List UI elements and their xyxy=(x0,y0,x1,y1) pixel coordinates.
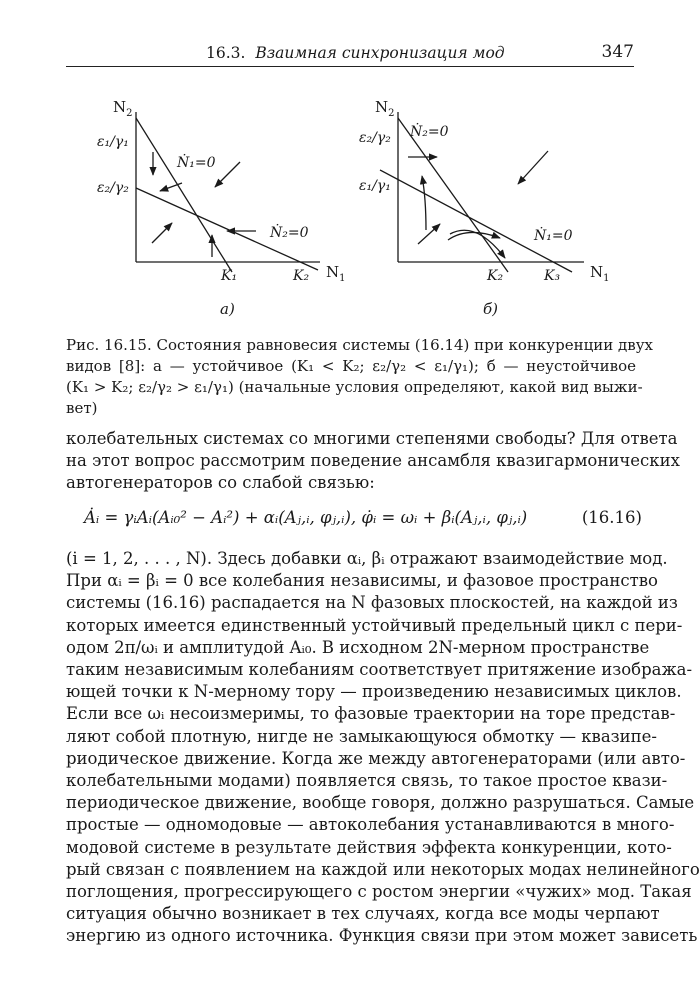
panel-a-intercept-k2: K₂ xyxy=(293,268,310,284)
text-line: энергию из одного источника. Функция связи при этом может зависеть xyxy=(66,926,698,946)
paragraph-main xyxy=(66,548,700,948)
panel-b-arrow xyxy=(518,151,548,184)
text-line: Если все ωᵢ несоизмеримы, то фазовые траектории на торе представ- xyxy=(66,704,676,724)
figure-caption xyxy=(66,335,653,419)
text-line: простые — одномодовые — автоколебания устанавливаются в много- xyxy=(66,815,675,835)
panel-b-nullcline-n1 xyxy=(380,170,572,272)
panel-a-intercept-y1: ε₁/γ₁ xyxy=(97,134,129,150)
text-line: ющей точки к N-мерному тору — произведению независимых циклов. xyxy=(66,682,682,702)
equation-16-16 xyxy=(84,508,642,536)
panel-a-intercept-y2: ε₂/γ₂ xyxy=(97,180,129,196)
caption-line: (K₁ > K₂; ε₂/γ₂ > ε₁/γ₁) (начальные условия определяют, какой вид выжи- xyxy=(66,378,643,396)
text-line: периодическое движение, вообще говоря, должно разрушаться. Самые xyxy=(66,793,695,813)
paragraph-intro xyxy=(66,428,680,495)
caption-line: Рис. 16.15. Состояния равновесия системы (16.14) при конкуренции двух xyxy=(66,336,653,354)
text-line: модовой системе в результате действия эффекта конкуренции, кото- xyxy=(66,837,672,857)
panel-b-y-label: $N_2$ xyxy=(375,98,395,119)
panel-b-x-label: $N_1$ xyxy=(590,263,610,284)
panel-a-arrow xyxy=(152,223,172,243)
panel-b-intercept-k2: K₂ xyxy=(487,268,504,284)
text-line: на этот вопрос рассмотрим поведение ансамбля квазигармонических xyxy=(66,451,680,471)
caption-line: видов [8]: а — устойчивое (K₁ < K₂; ε₂/γ₂ < ε₁/γ₁); б — неустойчивое xyxy=(66,357,636,375)
panel-b-nullcline-n2 xyxy=(398,118,508,272)
panel-a-nullcline-n2-label: Ṅ₂=0 xyxy=(270,225,309,241)
text-line: риодическое движение. Когда же между автогенераторами (или авто- xyxy=(66,748,686,768)
panel-b-nullcline-n1-label: Ṅ₁=0 xyxy=(534,228,573,244)
panel-b-trajectory xyxy=(422,176,426,230)
text-line: которых имеется единственный устойчивый предельный цикл с пери- xyxy=(66,615,683,635)
text-line: ситуация обычно возникает в тех случаях, когда все моды черпают xyxy=(66,904,660,924)
caption-line: вет) xyxy=(66,399,98,417)
text-line: (i = 1, 2, . . . , N). Здесь добавки αᵢ, βᵢ отражают взаимодействие мод. xyxy=(66,549,668,568)
text-line: колебательными модами) появляется связь, то такое простое квази- xyxy=(66,771,668,791)
panel-a-intercept-k1: K₁ xyxy=(221,268,238,284)
text-line: таким независимым колебаниям соответствует притяжение изобража- xyxy=(66,660,693,680)
text-line: колебательных системах со многими степенями свободы? Для ответа xyxy=(66,429,678,448)
panel-a-y-label: $N_2$ xyxy=(113,98,133,119)
panel-a-nullcline-n1-label: Ṅ₁=0 xyxy=(177,155,216,171)
text-line: автогенераторов со слабой связью: xyxy=(66,473,375,493)
text-line: ляют собой плотную, нигде не замыкающуюся обмотку — квазипе- xyxy=(66,726,658,746)
panel-a xyxy=(136,112,320,272)
panel-b-nullcline-n2-label: Ṅ₂=0 xyxy=(410,124,449,140)
page-number: 347 xyxy=(601,42,634,62)
panel-b-caption-label: б) xyxy=(483,300,499,318)
panel-b-trajectory xyxy=(448,232,500,240)
equation-text: Ȧᵢ = γᵢAᵢ(Aᵢ₀² − Aᵢ²) + αᵢ(Aⱼ,ᵢ, φⱼ,ᵢ), φ̇ᵢ = ωᵢ + βᵢ(Aⱼ,ᵢ, φⱼ,ᵢ) xyxy=(84,508,528,527)
section-title: Взаимная синхронизация мод xyxy=(255,44,505,62)
panel-a-arrow xyxy=(215,162,240,187)
text-line: поглощения, прогрессирующего с ростом энергии «чужих» мод. Такая xyxy=(66,882,692,902)
panel-b-arrow xyxy=(418,224,440,244)
panel-b-intercept-y1: ε₁/γ₁ xyxy=(359,178,391,194)
panel-a-x-label: $N_1$ xyxy=(326,263,346,284)
panel-b-intercept-y2: ε₂/γ₂ xyxy=(359,130,391,146)
section-number: 16.3. xyxy=(206,44,246,62)
text-line: При αᵢ = βᵢ = 0 все колебания независимы, и фазовое пространство xyxy=(66,571,658,591)
text-line: одом 2π/ωᵢ и амплитудой Aᵢ₀. В исходном 2N-мерном пространстве xyxy=(66,637,650,657)
panel-b-intercept-k3: K₃ xyxy=(544,268,561,284)
panel-a-caption-label: а) xyxy=(220,300,235,318)
figure-16-15 xyxy=(0,0,700,330)
text-line: рый связан с появлением на каждой или некоторых модах нелинейного xyxy=(66,859,700,879)
equation-number: (16.16) xyxy=(581,508,642,527)
text-line: системы (16.16) распадается на N фазовых плоскостей, на каждой из xyxy=(66,593,678,613)
